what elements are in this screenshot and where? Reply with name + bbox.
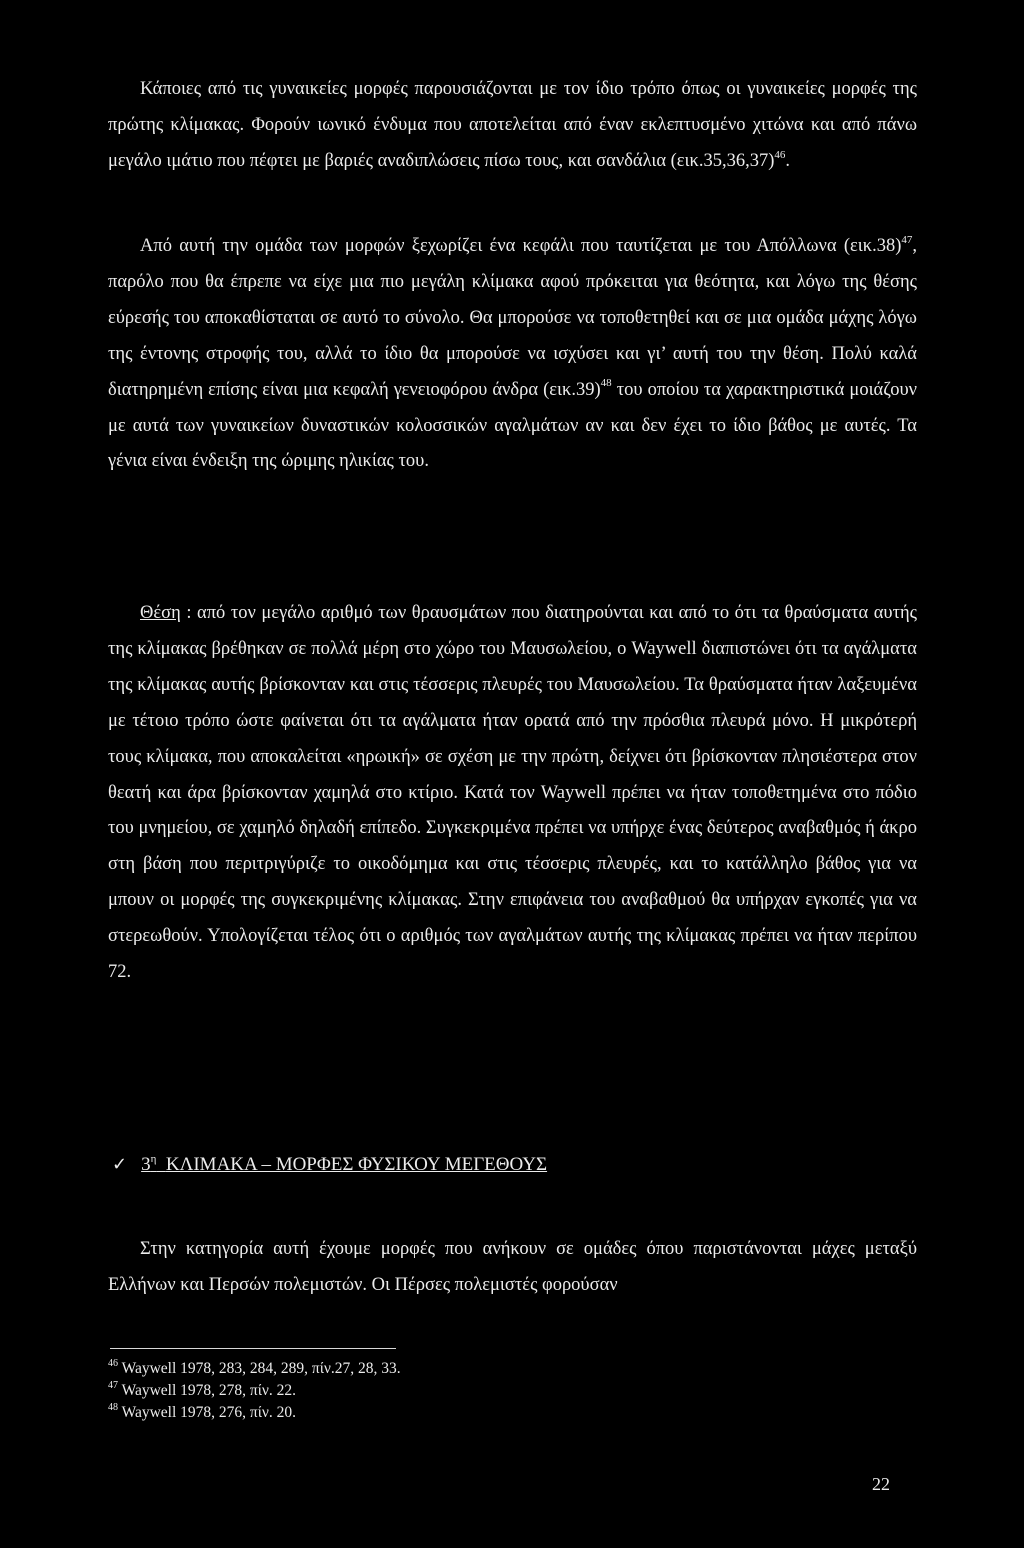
- section-heading: [112, 1150, 547, 1180]
- footnote-number: 48: [108, 1401, 118, 1413]
- paragraph-text: Από αυτή την ομάδα των μορφών ξεχωρίζει ένα κεφάλι που ταυτίζεται με του Απόλλωνα (εικ.38): [140, 236, 902, 256]
- section-title: [141, 1150, 547, 1180]
- paragraph-text: , παρόλο που θα έπρεπε να είχε μια πιο μεγάλη κλίμακα αφού πρόκειται για θεότητα, και λόγω της θέσης εύρεσής του αποκαθίσταται σε αυτό το σύνολο. Θα μπορούσε να τοποθετηθεί και σε μια ομάδα μάχης λόγω της έντονης στροφής του, αλλά το ίδιο θα μπορούσε να ισχύσει και γι’ αυτή του την θέση. Πολύ καλά διατηρημένη επίσης είναι μια κεφαλή γενειοφόρου άνδρα (εικ.39): [108, 236, 917, 400]
- footnote-number: 46: [108, 1357, 118, 1369]
- paragraph-text: .: [785, 150, 791, 171]
- footnote-text: Waywell 1978, 278, πίν. 22.: [118, 1382, 297, 1399]
- checkmark-icon: ✓: [112, 1154, 128, 1175]
- paragraph-text: Στην κατηγορία αυτή έχουμε μορφές που ανήκουν σε ομάδες όπου παριστάνονται μάχες μεταξύ Ελλήνων και Περσών πολεμιστών. Οι Πέρσες πολεμιστές φορούσαν: [108, 1239, 917, 1295]
- position-label: Θέση: [140, 603, 181, 623]
- footnote-number: 47: [108, 1379, 118, 1391]
- paragraph-text: Κάποιες από τις γυναικείες μορφές παρουσιάζονται με τον ίδιο τρόπο όπως οι γυναικείες μορφές της πρώτης κλίμακας. Φορούν ιωνικό ένδυμα που αποτελείται από έναν εκλεπτυσμένο χιτώνα και από πάνω μεγάλο ιμάτιο που πέφτει με βαριές αναδιπλώσεις πίσω τους, και σανδάλια (εικ.35,36,37): [108, 79, 917, 171]
- footnote-ref-48[interactable]: 48: [600, 377, 612, 390]
- footnotes: [108, 1358, 401, 1424]
- footnote-ref-47[interactable]: 47: [901, 233, 913, 246]
- footnote-text: Waywell 1978, 283, 284, 289, πίν.27, 28, 33.: [118, 1360, 401, 1377]
- footnote-48: [108, 1402, 401, 1424]
- section-number-suffix: η: [150, 1152, 157, 1165]
- paragraph-battle-groups: [108, 1232, 917, 1304]
- paragraph-position: [108, 596, 917, 991]
- section-number: 3: [141, 1154, 151, 1175]
- paragraph-women-figures: [108, 72, 917, 180]
- page-number: 22: [872, 1474, 890, 1494]
- footnote-divider: [110, 1348, 396, 1349]
- footnote-ref-46[interactable]: 46: [774, 148, 786, 161]
- footnote-text: Waywell 1978, 276, πίν. 20.: [118, 1404, 297, 1421]
- footnote-47: [108, 1380, 401, 1402]
- paragraph-apollo-head: [108, 229, 917, 480]
- footnote-46: [108, 1358, 401, 1380]
- section-title-text: ΚΛΙΜΑΚΑ – ΜΟΡΦΕΣ ΦΥΣΙΚΟΥ ΜΕΓΕΘΟΥΣ: [165, 1154, 548, 1175]
- paragraph-text: του οποίου τα χαρακτηριστικά μοιάζουν με αυτά των γυναικείων δυναστικών κολοσσικών αγαλμάτων αν και δεν έχει το ίδιο βάθος με αυτές. Τα γένια είναι ένδειξη της ώριμης ηλικίας του.: [108, 379, 917, 472]
- paragraph-text: : από τον μεγάλο αριθμό των θραυσμάτων που διατηρούνται και από το ότι τα θραύσματα αυτής της κλίμακας βρέθηκαν σε πολλά μέρη στο χώρο του Μαυσωλείου, ο Waywell διαπιστώνει ότι τα αγάλματα της κλίμακας αυτής βρίσκονταν και στις τέσσερις πλευρές του Μαυσωλείου. Τα θραύσματα ήταν λαξευμένα με τέτοιο τρόπο ώστε φαίνεται ότι τα αγάλματα ήταν ορατά από την πρόσθια πλευρά μόνο. Η μικρότερή τους κλίμακα, που αποκαλείται «ηρωική» σε σχέση με την πρώτη, δείχνει ότι βρίσκονταν πλησιέστερα στον θεατή και άρα βρίσκονταν χαμηλά στο κτίριο. Κατά τον Waywell πρέπει να ήταν τοποθετημένα στο πόδιο του μνημείου, σε χαμηλό δηλαδή επίπεδο. Συγκεκριμένα πρέπει να υπήρχε ένας δεύτερος αναβαθμός ή άκρο στη βάση που περιτριγύριζε το οικοδόμημα και στις τέσσερις πλευρές, και το κατάλληλο βάθος για να μπουν οι μορφές της συγκεκριμένης κλίμακας. Στην επιφάνεια του αναβαθμού θα υπήρχαν εγκοπές για να στερεωθούν. Υπολογίζεται τέλος ότι ο αριθμός των αγαλμάτων αυτής της κλίμακας πρέπει να ήταν περίπου 72.: [108, 603, 917, 983]
